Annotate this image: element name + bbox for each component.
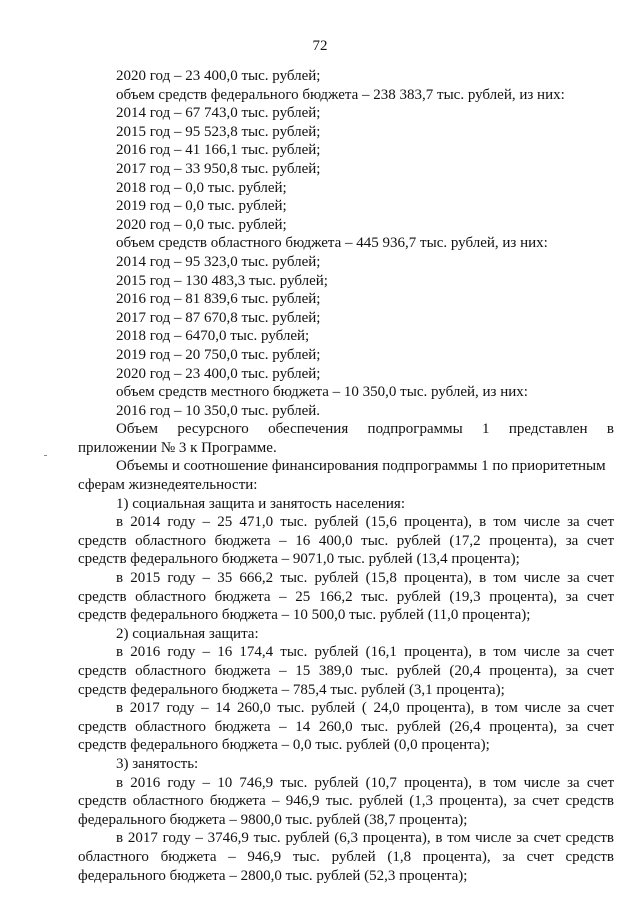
text-line: сферам жизнедеятельности: [78, 477, 258, 494]
text-line: средств федерального бюджета – 785,4 тыс. рублей (3,1 процента); [78, 681, 505, 698]
text-line: областного бюджета – 946,9 тыс. рублей (1,8 процента), за счет средств [78, 848, 614, 865]
text-line: 2018 год – 6470,0 тыс. рублей; [116, 328, 310, 345]
text-line: объем средств местного бюджета – 10 350,0 тыс. рублей, из них: [116, 384, 528, 401]
text-line: средств федерального бюджета – 10 500,0 тыс. рублей (11,0 процента); [78, 607, 531, 624]
text-line: 3) занятость: [116, 755, 199, 772]
text-line: 2014 год – 67 743,0 тыс. рублей; [116, 105, 321, 122]
text-line: 2014 год – 95 323,0 тыс. рублей; [116, 253, 321, 270]
text-line: 2016 год – 81 839,6 тыс. рублей; [116, 291, 321, 308]
text-line: в 2017 году – 14 260,0 тыс. рублей ( 24,0 процента), в том числе за счет [116, 700, 614, 717]
text-line: Объем ресурсного обеспечения подпрограммы 1 представлен в [116, 421, 614, 438]
text-line: в 2016 году – 16 174,4 тыс. рублей (16,1 процента), в том числе за счет [116, 644, 614, 661]
text-line: 2) социальная защита: [116, 625, 259, 642]
text-line: 2016 год – 10 350,0 тыс. рублей. [116, 402, 321, 419]
text-line: 2017 год – 87 670,8 тыс. рублей; [116, 309, 321, 326]
text-line: средств областного бюджета – 16 400,0 тыс. рублей (17,2 процента), за счет [78, 532, 614, 549]
text-line: Объемы и соотношение финансирования подпрограммы 1 по приоритетным [116, 458, 606, 475]
text-line: 2018 год – 0,0 тыс. рублей; [116, 179, 287, 196]
text-line: федерального бюджета – 2800,0 тыс. рублей (52,3 процента); [78, 867, 468, 884]
text-line: объем средств областного бюджета – 445 936,7 тыс. рублей, из них: [116, 235, 548, 252]
text-line: 2015 год – 95 523,8 тыс. рублей; [116, 123, 321, 140]
text-line: 2016 год – 41 166,1 тыс. рублей; [116, 142, 321, 159]
text-line: объем средств федерального бюджета – 238 383,7 тыс. рублей, из них: [116, 86, 565, 103]
text-line: 2019 год – 20 750,0 тыс. рублей; [116, 346, 321, 363]
text-line: 2020 год – 23 400,0 тыс. рублей; [116, 365, 321, 382]
document-body [78, 67, 614, 885]
text-line: 2019 год – 0,0 тыс. рублей; [116, 198, 287, 215]
text-line: 2015 год – 130 483,3 тыс. рублей; [116, 272, 328, 289]
text-line: средств федерального бюджета – 9071,0 тыс. рублей (13,4 процента); [78, 551, 520, 568]
text-line: 2020 год – 0,0 тыс. рублей; [116, 216, 287, 233]
margin-mark [44, 455, 47, 456]
text-line: средств областного бюджета – 25 166,2 тыс. рублей (19,3 процента), за счет [78, 588, 614, 605]
text-line: в 2014 году – 25 471,0 тыс. рублей (15,6 процента), в том числе за счет [116, 514, 614, 531]
text-line: 1) социальная защита и занятость населения: [116, 495, 405, 512]
text-line: 2017 год – 33 950,8 тыс. рублей; [116, 160, 321, 177]
text-line: приложении № 3 к Программе. [78, 439, 277, 456]
text-line: федерального бюджета – 9800,0 тыс. рублей (38,7 процента); [78, 811, 468, 828]
text-line: в 2016 году – 10 746,9 тыс. рублей (10,7 процента), в том числе за счет [116, 774, 614, 791]
text-line: в 2017 году – 3746,9 тыс. рублей (6,3 процента), в том числе за счет средств [116, 830, 614, 847]
text-line: средств федерального бюджета – 0,0 тыс. рублей (0,0 процента); [78, 737, 490, 754]
text-line: средств областного бюджета – 14 260,0 тыс. рублей (26,4 процента), за счет [78, 718, 614, 735]
text-line: 2020 год – 23 400,0 тыс. рублей; [116, 68, 321, 84]
text-line: в 2015 году – 35 666,2 тыс. рублей (15,8 процента), в том числе за счет [116, 570, 614, 587]
page-number: 72 [312, 38, 328, 54]
text-line: средств областного бюджета – 15 389,0 тыс. рублей (20,4 процента), за счет [78, 663, 614, 679]
text-line: средств областного бюджета – 946,9 тыс. рублей (1,3 процента), за счет средств [78, 793, 614, 810]
